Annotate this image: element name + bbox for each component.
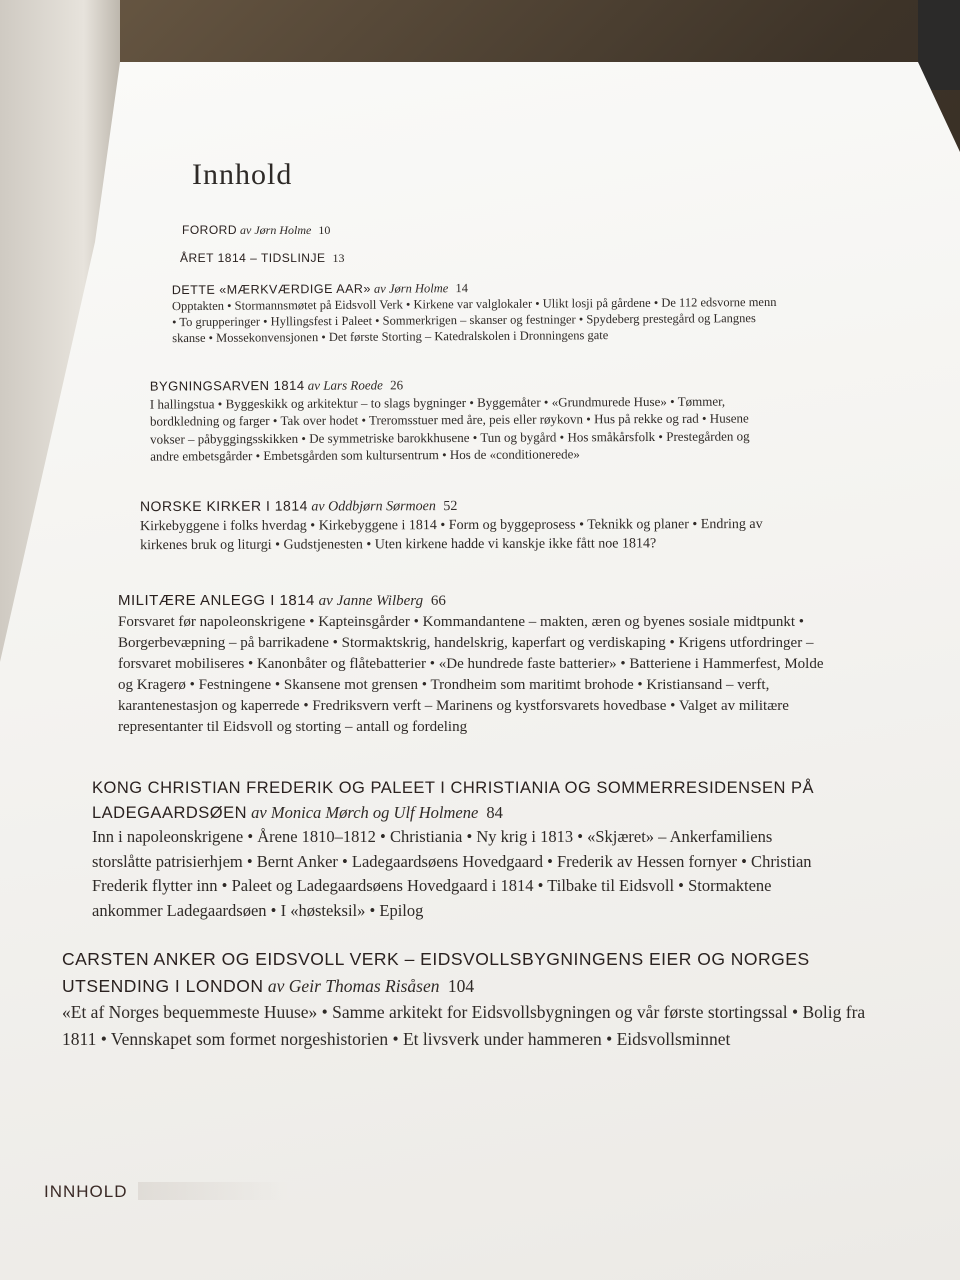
entry-author: av Jørn Holme bbox=[373, 281, 449, 296]
entry-description: I hallingstua • Byggeskikk og arkitektur – to slags bygninger • Byggemåter • «Grundmurede Huse» • Tømmer, bordkledning og farger • Tak over hodet • Treromsstuer med åre, peis eller røykovn • Hus på rekke og rad • Husene vokser – påbyggingsskikken • De symmetriske barokkhusene • Tun og bygård • Hos småkårsfolk • Prestegården og andre embetsgårder • Embetsgården som kultursentrum • Hos de «conditionerede» bbox=[149, 393, 750, 464]
entry-author: av Oddbjørn Sørmoen bbox=[311, 499, 436, 515]
entry-page-number: 14 bbox=[455, 281, 468, 296]
entry-description: Kirkebyggene i folks hverdag • Kirkebyggene i 1814 • Form og byggeprosess • Teknikk og planer • Endring av kirkenes bruk og liturgi • Gudstjenesten • Uten kirkene hadde vi kanskje ikke fått noe 1814? bbox=[139, 516, 763, 554]
entry-description: Inn i napoleonskrigene • Årene 1810–1812 • Christiania • Ny krig i 1813 • «Skjæret» – Ankerfamiliens storslåtte patrisierhjem • Bernt Anker • Ladegaardsøens Hovedgaard • Frederik av Hessen fornyer • Christian Frederik flytter inn • Paleet og Ladegaardsøens Hovedgaard i 1814 • Tilbake til Eidsvoll • Stormaktene ankommer Ladegaardsøen • I «høsteksil» • Epilog bbox=[92, 827, 812, 920]
entry-page-number: 84 bbox=[486, 802, 503, 822]
entry-page-number: 10 bbox=[318, 223, 331, 237]
running-footer: INNHOLD bbox=[44, 1182, 128, 1201]
toc-entry-christian-frederik bbox=[92, 776, 832, 923]
entry-heading: BYGNINGSARVEN 1814 bbox=[149, 377, 305, 394]
entry-author: av Lars Roede bbox=[307, 377, 383, 393]
toc-entry-norske-kirker bbox=[140, 495, 790, 555]
toc-entry-tidslinje bbox=[180, 250, 800, 266]
entry-author: av Janne Wilberg bbox=[318, 593, 424, 609]
entry-author: av Monica Mørch og Ulf Holmene bbox=[251, 802, 479, 822]
entry-heading: DETTE «MÆRKVÆRDIGE AAR» bbox=[171, 281, 371, 298]
show-through-text bbox=[138, 1182, 288, 1200]
entry-page-number: 66 bbox=[430, 593, 446, 609]
entry-heading: NORSKE KIRKER I 1814 bbox=[139, 497, 308, 515]
toc-entry-militaere-anlegg bbox=[118, 590, 834, 738]
entry-page-number: 104 bbox=[447, 975, 475, 996]
toc-entry-maerkvaerdige-aar bbox=[172, 278, 780, 346]
entry-description: Forsvaret før napoleonskrigene • Kapteinsgårder • Kommandantene – makten, æren og byenes sosiale midtpunkt • Borgerbevæpning – på barrikadene • Stormaktskrig, handelskrig, kaperfart og verdiskaping • Krigens utfordringer – forsvaret mobiliseres • Kanonbåter og flåtebatterier • «De hundrede faste batterier» • Batteriene i Hammerfest, Molde og Kragerø • Festningene • Skansene mot grensen • Trondheim som maritimt brohode • Kristiansand – verft, karantenestasjon og kaperrede • Fredriksvern verft – Marinens og kystforsvarets hovedbase • Valget av militære representanter til Eidsvoll og storting – antall og fordeling bbox=[118, 614, 824, 735]
entry-description: «Et af Norges bequemmeste Huuse» • Samme arkitekt for Eidsvollsbygningen og vår første stortingssal • Bolig fra 1811 • Vennskapet som formet norgeshistorien • Et livsverk under hammeren • Eidsvollsminnet bbox=[62, 1002, 866, 1049]
entry-description: Opptakten • Stormannsmøtet på Eidsvoll Verk • Kirkene var valglokaler • Ulikt losji på gårdene • De 112 edsvorne menn • To grupperinger • Hyllingsfest i Paleet • Sommerkrigen – skanser og festninger • Spydeberg prestegård og Langnes skanse • Mossekonvensjonen • Det første Storting – Katedralskolen i Dronningens gate bbox=[171, 294, 777, 346]
toc-entry-forord bbox=[182, 222, 802, 238]
entry-heading: FORORD bbox=[182, 223, 237, 237]
entry-page-number: 13 bbox=[332, 251, 345, 265]
toc-entry-bygningsarven bbox=[150, 374, 770, 465]
entry-author: av Geir Thomas Risåsen bbox=[267, 975, 440, 996]
entry-page-number: 52 bbox=[443, 499, 458, 515]
page-title: Innhold bbox=[192, 158, 293, 192]
entry-heading: MILITÆRE ANLEGG I 1814 bbox=[118, 592, 315, 609]
entry-author: av Jørn Holme bbox=[240, 223, 312, 237]
entry-heading: ÅRET 1814 – TIDSLINJE bbox=[180, 251, 326, 265]
entry-page-number: 26 bbox=[390, 377, 404, 393]
entry-heading: KONG CHRISTIAN FREDERIK OG PALEET I CHRISTIANIA OG SOMMERRESIDENSEN PÅ LADEGAARDSØEN bbox=[92, 779, 815, 822]
toc-entry-carsten-anker bbox=[62, 946, 892, 1052]
entry-heading: CARSTEN ANKER OG EIDSVOLL VERK – EIDSVOLLSBYGNINGENS EIER OG NORGES UTSENDING I LONDON bbox=[62, 949, 810, 996]
